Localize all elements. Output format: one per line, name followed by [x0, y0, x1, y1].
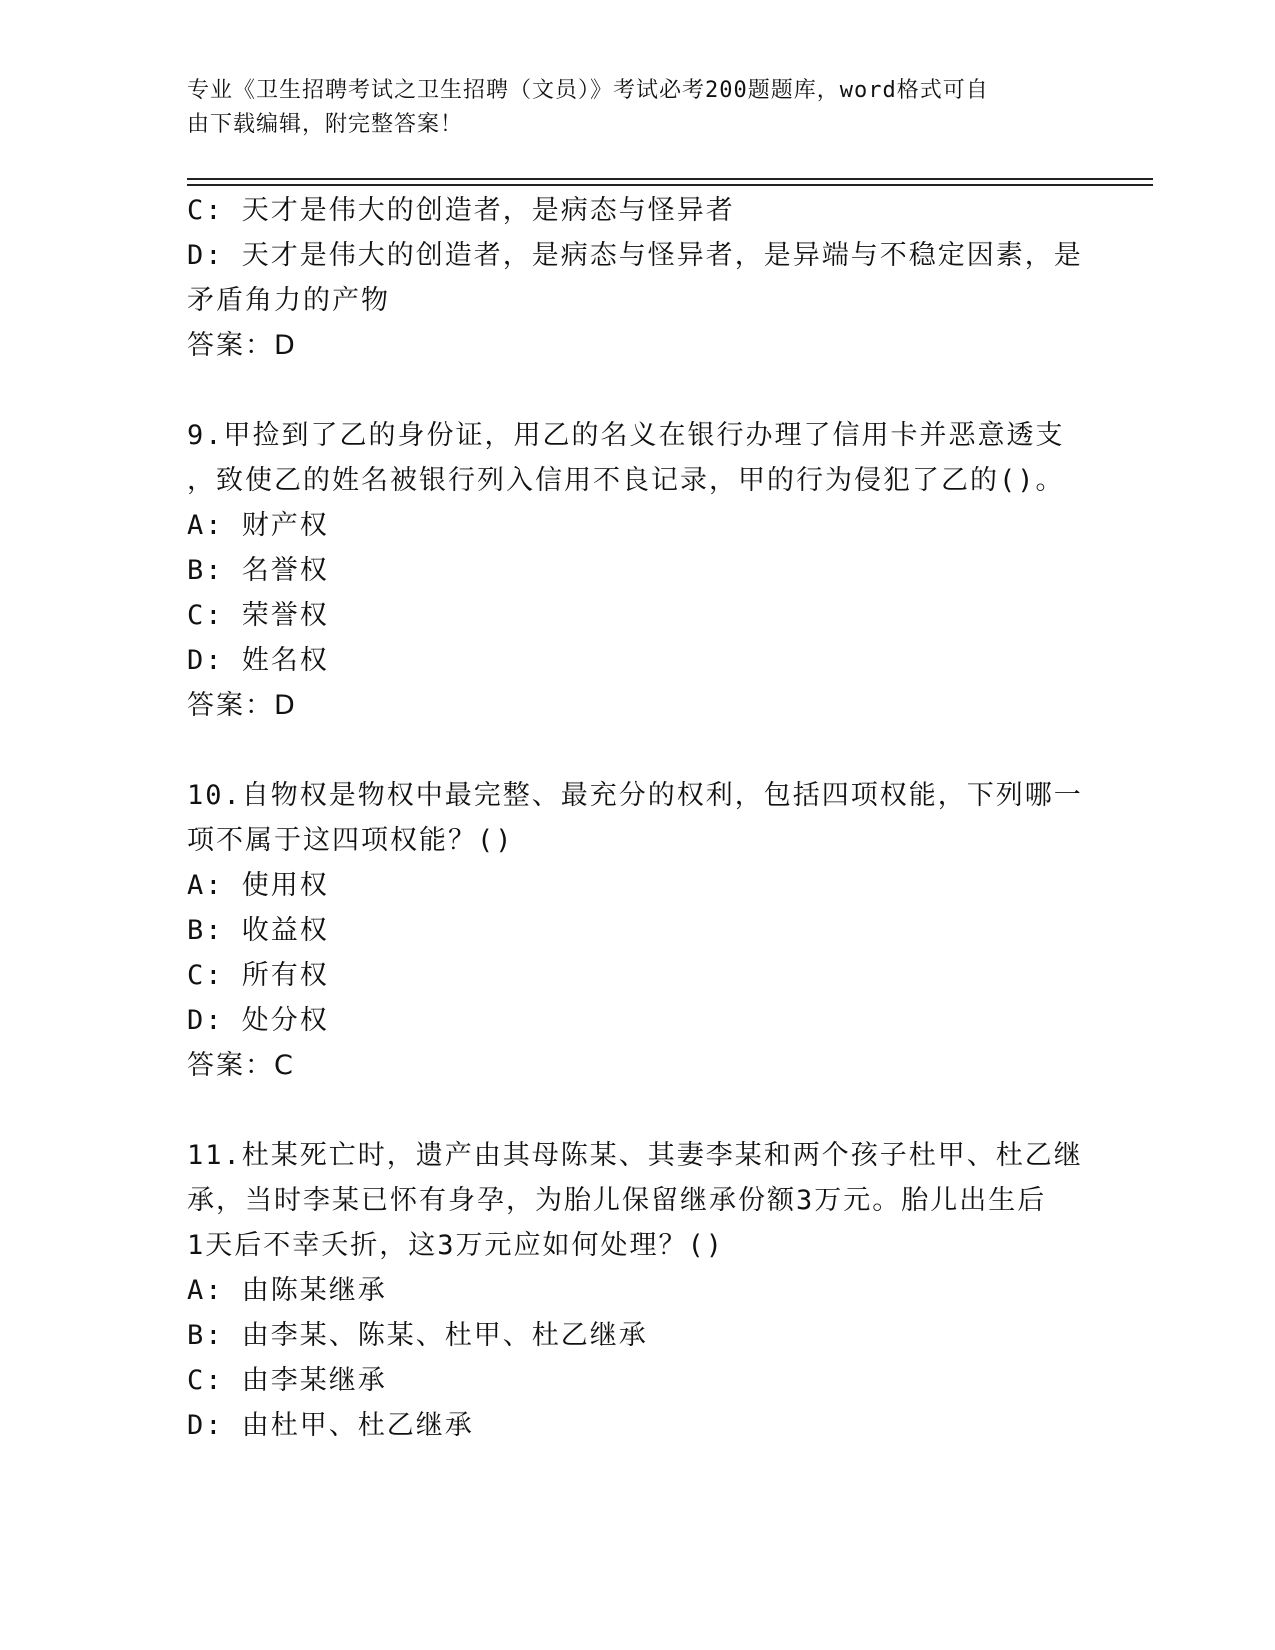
answer-line: 答案：C: [187, 1050, 295, 1081]
option-text: 荣誉权: [241, 600, 329, 631]
option-text: 由杜甲、杜乙继承: [241, 1410, 474, 1441]
option-label: C:: [187, 1365, 224, 1396]
option-d: [187, 1403, 1087, 1448]
option-text: 由陈某继承: [241, 1275, 387, 1306]
option-label: A:: [187, 870, 224, 901]
option-label: B:: [187, 915, 224, 946]
question-9-block: [187, 413, 1087, 728]
option-text: 所有权: [241, 960, 329, 991]
question-stem-line: 9.甲捡到了乙的身份证，用乙的名义在银行办理了信用卡并恶意透支: [187, 420, 1065, 451]
question-stem-line: 承，当时李某已怀有身孕，为胎儿保留继承份额3万元。胎儿出生后: [187, 1185, 1047, 1216]
option-c: [187, 188, 1087, 233]
option-label: C:: [187, 960, 224, 991]
option-label: D:: [187, 1005, 224, 1036]
option-text: 姓名权: [241, 645, 329, 676]
option-d: [187, 998, 1087, 1043]
prev-question-block: [187, 188, 1087, 368]
option-text: 由李某、陈某、杜甲、杜乙继承: [241, 1320, 648, 1351]
option-a: [187, 863, 1087, 908]
option-a: [187, 1268, 1087, 1313]
question-stem-line: 10.自物权是物权中最完整、最充分的权利，包括四项权能，下列哪一: [187, 780, 1083, 811]
question-10-block: [187, 773, 1087, 1088]
option-label: D:: [187, 645, 224, 676]
option-d: [187, 233, 1087, 278]
question-content: [187, 188, 1087, 1448]
option-text: 处分权: [241, 1005, 329, 1036]
option-label: A:: [187, 1275, 224, 1306]
option-a: [187, 503, 1087, 548]
document-header: [187, 74, 1067, 142]
header-divider-bottom: [187, 184, 1153, 186]
question-stem-line: 11.杜某死亡时，遗产由其母陈某、其妻李某和两个孩子杜甲、杜乙继: [187, 1140, 1083, 1171]
option-text: 收益权: [241, 915, 329, 946]
option-label: B:: [187, 555, 224, 586]
header-divider-top: [187, 178, 1153, 180]
option-c: [187, 1358, 1087, 1403]
header-line-1: 专业《卫生招聘考试之卫生招聘（文员）》考试必考200题题库，word格式可自: [187, 78, 989, 103]
option-label: C:: [187, 600, 224, 631]
option-text: 天才是伟大的创造者，是病态与怪异者: [241, 195, 735, 226]
option-text: 天才是伟大的创造者，是病态与怪异者，是异端与不稳定因素，是: [241, 240, 1083, 271]
option-b: [187, 1313, 1087, 1358]
option-d: [187, 638, 1087, 683]
answer-line: 答案：D: [187, 690, 297, 721]
question-stem-line: 1天后不幸夭折，这3万元应如何处理？(): [187, 1230, 725, 1261]
option-text: 使用权: [241, 870, 329, 901]
option-text: 名誉权: [241, 555, 329, 586]
answer-line: 答案：D: [187, 330, 297, 361]
option-label: D:: [187, 1410, 224, 1441]
question-11-block: [187, 1133, 1087, 1448]
option-label: B:: [187, 1320, 224, 1351]
option-b: [187, 908, 1087, 953]
option-text: 由李某继承: [241, 1365, 387, 1396]
question-stem-line: 项不属于这四项权能？(): [187, 825, 514, 856]
option-text: 财产权: [241, 510, 329, 541]
option-c: [187, 953, 1087, 998]
question-stem-line: ，致使乙的姓名被银行列入信用不良记录，甲的行为侵犯了乙的()。: [187, 465, 1065, 496]
header-line-2: 由下载编辑，附完整答案！: [187, 112, 464, 137]
option-label: A:: [187, 510, 224, 541]
option-label: C:: [187, 195, 224, 226]
option-c: [187, 593, 1087, 638]
option-label: D:: [187, 240, 224, 271]
option-d-continuation: 矛盾角力的产物: [187, 285, 390, 316]
option-b: [187, 548, 1087, 593]
